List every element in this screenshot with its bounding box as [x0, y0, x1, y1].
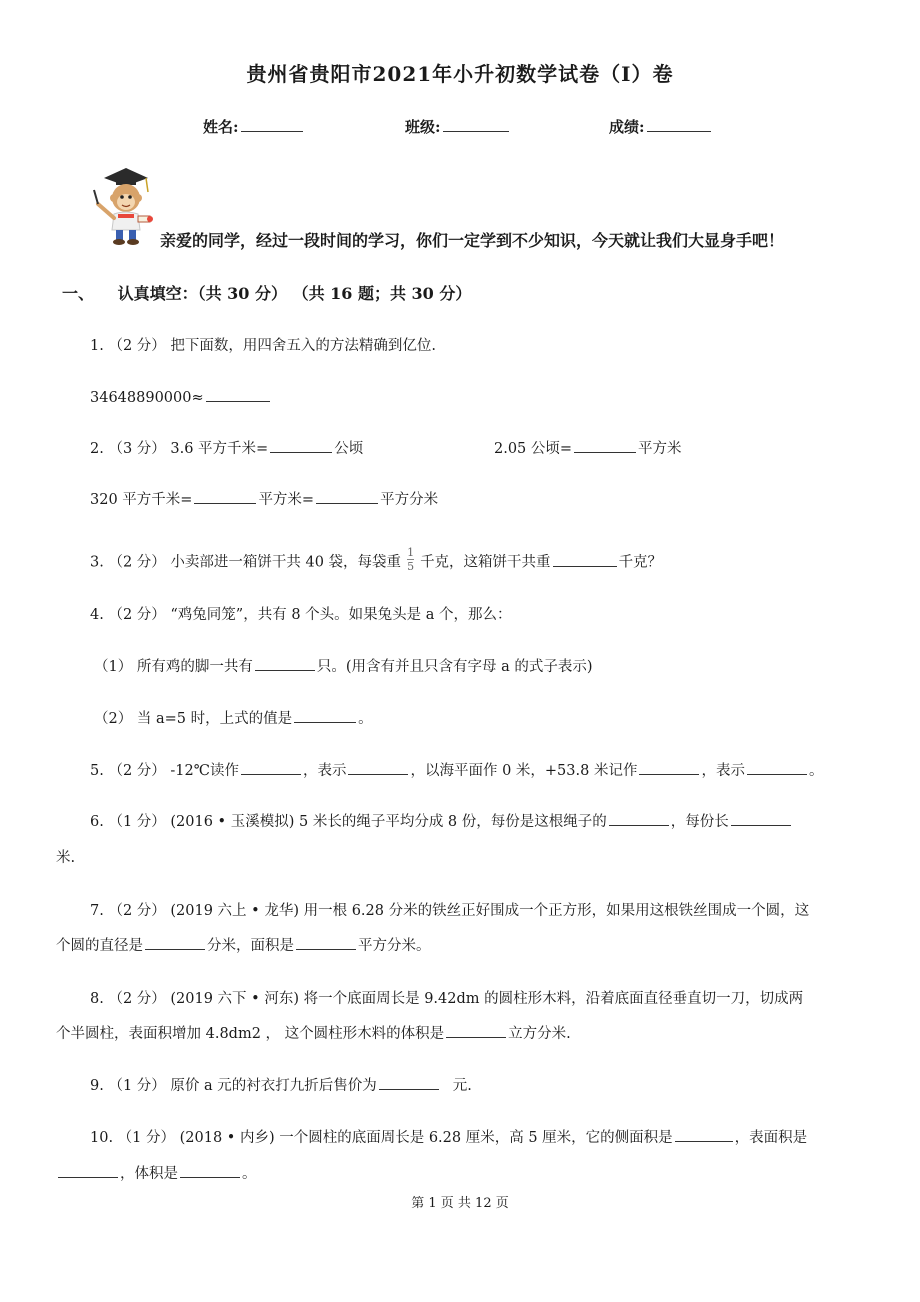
question-3 — [90, 546, 663, 575]
question-6 — [90, 810, 793, 831]
question-10-blank-1[interactable] — [675, 1126, 733, 1142]
question-9-a: 9. （1 分） 原价 a 元的衬衣打九折后售价为 — [90, 1078, 377, 1094]
student-mascot-icon — [90, 164, 156, 246]
question-5-blank-2[interactable] — [348, 759, 408, 775]
question-8: 8. （2 分） (2019 六下 • 河东) 将一个底面周长是 9.42dm 的圆柱形木料，沿着底面直径垂直切一刀，切成两 — [90, 991, 804, 1007]
question-5-blank-3[interactable] — [639, 759, 699, 775]
question-2-blank-4[interactable] — [316, 488, 378, 504]
question-10-blank-3[interactable] — [180, 1162, 240, 1178]
class-label: 班级: — [405, 118, 441, 136]
question-10-c: ，体积是 — [120, 1166, 178, 1182]
question-9-blank[interactable] — [379, 1074, 439, 1090]
question-5-d: ，表示 — [701, 763, 745, 779]
question-4-sub2-a: （2） 当 a=5 时，上式的值是 — [94, 711, 293, 727]
question-5-a: 5. （2 分） -12℃读作 — [90, 763, 239, 779]
question-3-blank[interactable] — [553, 551, 617, 567]
question-4-sub2-b: 。 — [358, 711, 373, 727]
name-field[interactable] — [203, 116, 305, 137]
question-5-e: 。 — [808, 763, 824, 779]
question-2-unit-1: 公顷 — [334, 441, 364, 457]
question-8-b: 个半圆柱，表面积增加 4.8dm2 ， 这个圆柱形木料的体积是 — [56, 1026, 445, 1042]
question-3-tail: 千克？ — [618, 554, 663, 571]
question-7-line-2 — [56, 934, 431, 955]
name-blank[interactable] — [241, 116, 303, 132]
question-9 — [90, 1074, 472, 1095]
fraction-numerator: 1 — [407, 546, 415, 559]
question-7-blank-2[interactable] — [296, 934, 356, 950]
question-5-b: ，表示 — [302, 763, 347, 779]
question-2-part-b — [494, 437, 682, 458]
score-label: 成绩: — [609, 118, 645, 136]
question-8-line-2 — [56, 1022, 571, 1043]
question-10-a: 10. （1 分） (2018 • 内乡) 一个圆柱的底面周长是 6.28 厘米，高 5 厘米，它的侧面积是 — [90, 1130, 673, 1146]
question-2 — [90, 437, 363, 458]
question-2-blank-2[interactable] — [574, 437, 636, 453]
question-8-blank[interactable] — [446, 1022, 506, 1038]
question-7-blank-1[interactable] — [145, 934, 205, 950]
question-10-blank-2[interactable] — [58, 1162, 118, 1178]
section-1-heading — [62, 281, 471, 304]
question-4-sub1-b: 只。(用含有并且只含有字母 a 的式子表示) — [316, 659, 593, 675]
question-5-blank-4[interactable] — [747, 759, 807, 775]
page-title: 贵州省贵阳市2021年小升初数学试卷（I）卷 — [246, 62, 674, 86]
section-1-number: 一、 — [62, 284, 95, 303]
question-10 — [90, 1126, 807, 1147]
question-4: 4. （2 分） “鸡兔同笼”，共有 8 个头。如果兔头是 a 个，那么： — [90, 607, 512, 623]
question-4-blank-1[interactable] — [255, 655, 315, 671]
question-1-number: 34648890000≈ — [90, 390, 204, 406]
question-6-blank-2[interactable] — [731, 810, 791, 826]
question-3-mid: 千克，这箱饼干共重 — [420, 554, 551, 571]
question-1: 1. （2 分） 把下面数，用四舍五入的方法精确到亿位. — [90, 338, 436, 354]
question-5-c: ，以海平面作 0 米，+53.8 米记作 — [410, 763, 638, 779]
question-5-blank-1[interactable] — [241, 759, 301, 775]
question-1-blank[interactable] — [206, 386, 270, 402]
class-field[interactable] — [405, 116, 511, 137]
question-2-b-head: 2.05 公顷= — [494, 441, 573, 457]
question-2-b-unit: 平方米 — [638, 441, 682, 457]
question-9-b: 元. — [452, 1078, 472, 1094]
name-label: 姓名: — [203, 118, 239, 136]
score-blank[interactable] — [647, 116, 711, 132]
question-7-b: 个圆的直径是 — [56, 938, 143, 954]
question-10-line-2 — [56, 1162, 257, 1183]
question-8-c: 立方分米. — [508, 1026, 571, 1042]
class-blank[interactable] — [443, 116, 509, 132]
question-2-line2-a: 320 平方千米= — [90, 492, 193, 508]
page-footer: 第 1 页 共 12 页 — [411, 1196, 509, 1211]
question-7-d: 平方分米。 — [358, 938, 431, 954]
question-2-line2-c: 平方分米 — [380, 492, 439, 508]
question-4-sub1-a: （1） 所有鸡的脚一共有 — [94, 659, 253, 675]
question-1-answer-line — [90, 386, 272, 406]
fraction-denominator: 5 — [407, 560, 415, 573]
question-3-head: 3. （2 分） 小卖部进一箱饼干共 40 袋，每袋重 — [90, 554, 402, 571]
question-6-b: ，每份长 — [670, 814, 729, 830]
question-7: 7. （2 分） (2019 六上 • 龙华) 用一根 6.28 分米的铁丝正好围成一个正方形，如果用这根铁丝围成一个圆，这 — [90, 903, 810, 919]
greeting-text: 亲爱的同学，经过一段时间的学习，你们一定学到不少知识，今天就让我们大显身手吧！ — [160, 231, 785, 250]
question-2-blank-3[interactable] — [194, 488, 256, 504]
question-4-blank-2[interactable] — [294, 707, 356, 723]
question-6-blank-1[interactable] — [609, 810, 669, 826]
question-2-head: 2. （3 分） 3.6 平方千米= — [90, 441, 269, 457]
question-2-line-2 — [90, 488, 438, 509]
question-2-blank-1[interactable] — [270, 437, 332, 453]
question-4-sub-1 — [94, 655, 593, 676]
question-10-b: ，表面积是 — [734, 1130, 808, 1146]
question-2-line2-b: 平方米= — [258, 492, 315, 508]
question-3-fraction — [407, 547, 414, 572]
question-6-tail: 米. — [56, 850, 76, 866]
section-1-title: 认真填空：（共 30 分） （共 16 题；共 30 分） — [117, 284, 472, 303]
question-6-a: 6. （1 分） (2016 • 玉溪模拟) 5 米长的绳子平均分成 8 份，每份是这根绳子的 — [90, 814, 607, 830]
question-4-sub-2 — [94, 707, 373, 728]
question-5 — [90, 759, 823, 780]
score-field[interactable] — [609, 116, 713, 137]
question-10-d: 。 — [242, 1166, 257, 1182]
question-7-c: 分米，面积是 — [207, 938, 294, 954]
